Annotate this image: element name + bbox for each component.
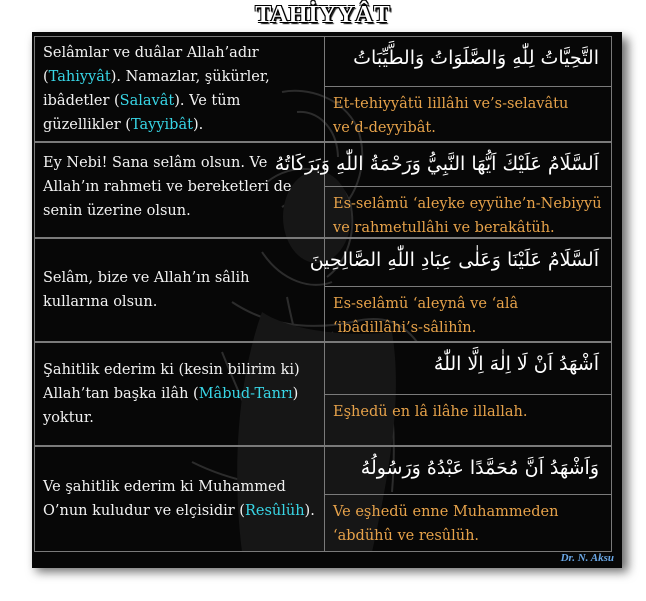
- arabic-text: التَّحِيَّاتُ لِلّٰهِ وَالصَّلَوَاتُ وَالطَّيِّبَاتُ: [325, 37, 611, 87]
- meaning-text: [43, 475, 316, 523]
- arabic-term-highlight: Salavât: [119, 93, 175, 109]
- meaning-segment: ).: [192, 117, 204, 133]
- arabic-text: اَشْهَدُ اَنْ لَا اِلٰهَ اِلَّا اللّٰهُ: [325, 343, 611, 395]
- arabic-term-highlight: Resûlüh: [244, 503, 305, 519]
- meaning-segment: ).: [304, 503, 315, 519]
- meaning-cell: [35, 343, 325, 445]
- meaning-segment: Ey Nebi! Sana selâm olsun. Ve Allah’ın rahmeti ve bereketleri de senin üzerine olsun.: [43, 155, 292, 219]
- meaning-segment: Ve şahitlik ederim ki Muhammed O’nun kuludur ve elçisidir (: [43, 479, 286, 519]
- table-row: [34, 342, 612, 446]
- table-row: [34, 36, 612, 142]
- arabic-text: اَلسَّلَامُ عَلَيْكَ اَيُّهَا النَّبِيُّ وَرَحْمَةُ اللّٰهِ وَبَرَكَاتُهُ: [325, 143, 611, 187]
- meaning-segment: Selâm, bize ve Allah’ın sâlih kullarına olsun.: [43, 270, 250, 310]
- table-row: [34, 142, 612, 238]
- meaning-cell: [35, 239, 325, 341]
- tahiyyat-board: [32, 32, 622, 568]
- meaning-text: [43, 358, 316, 430]
- meaning-text: [43, 41, 316, 137]
- transliteration-text: Es-selâmü ‘aleyke eyyühe’n-Nebiyyü ve rahmetullâhi ve berakâtüh.: [333, 196, 602, 236]
- arabic-term-highlight: Mâbud-Tanrı: [198, 386, 293, 402]
- meaning-cell: [35, 447, 325, 551]
- meaning-segment: Selâmlar ve duâlar Allah’adır (: [43, 45, 259, 85]
- arabic-text: وَاَشْهَدُ اَنَّ مُحَمَّدًا عَبْدُهُ وَرَسُولُهُ: [325, 447, 611, 495]
- meaning-segment: ) yoktur.: [43, 386, 299, 426]
- meaning-text: [43, 266, 316, 314]
- transliteration-text: Es-selâmü ‘aleynâ ve ‘alâ ‘ibâdillâhi’s-sâlihîn.: [333, 296, 519, 336]
- transliteration-text: Et-tehiyyâtü lillâhi ve’s-selavâtu ve’d-deyyibât.: [333, 96, 569, 136]
- page-title: TAHİYYÂT: [255, 2, 391, 28]
- author-signature: Dr. N. Aksu: [560, 552, 614, 564]
- meaning-segment: Şahitlik ederim ki (kesin bilirim ki) Allah’tan başka ilâh (: [43, 362, 300, 402]
- arabic-term-highlight: Tayyibât: [130, 117, 193, 133]
- table-row: [34, 446, 612, 552]
- transliteration-text: Eşhedü en lâ ilâhe illallah.: [333, 404, 528, 420]
- meaning-segment: ). Ve tüm güzellikler (: [43, 93, 241, 133]
- meaning-cell: [35, 37, 325, 141]
- arabic-text: اَلسَّلَامُ عَلَيْنَا وَعَلٰى عِبَادِ اللّٰهِ الصَّالِحِينَ: [325, 239, 611, 287]
- arabic-term-highlight: Tahiyyât: [48, 69, 111, 85]
- transliteration-text: Ve eşhedü enne Muhammeden ‘abdühû ve resûlüh.: [333, 504, 559, 544]
- meaning-segment: ). Namazlar, şükürler, ibâdetler (: [43, 69, 270, 109]
- table-row: [34, 238, 612, 342]
